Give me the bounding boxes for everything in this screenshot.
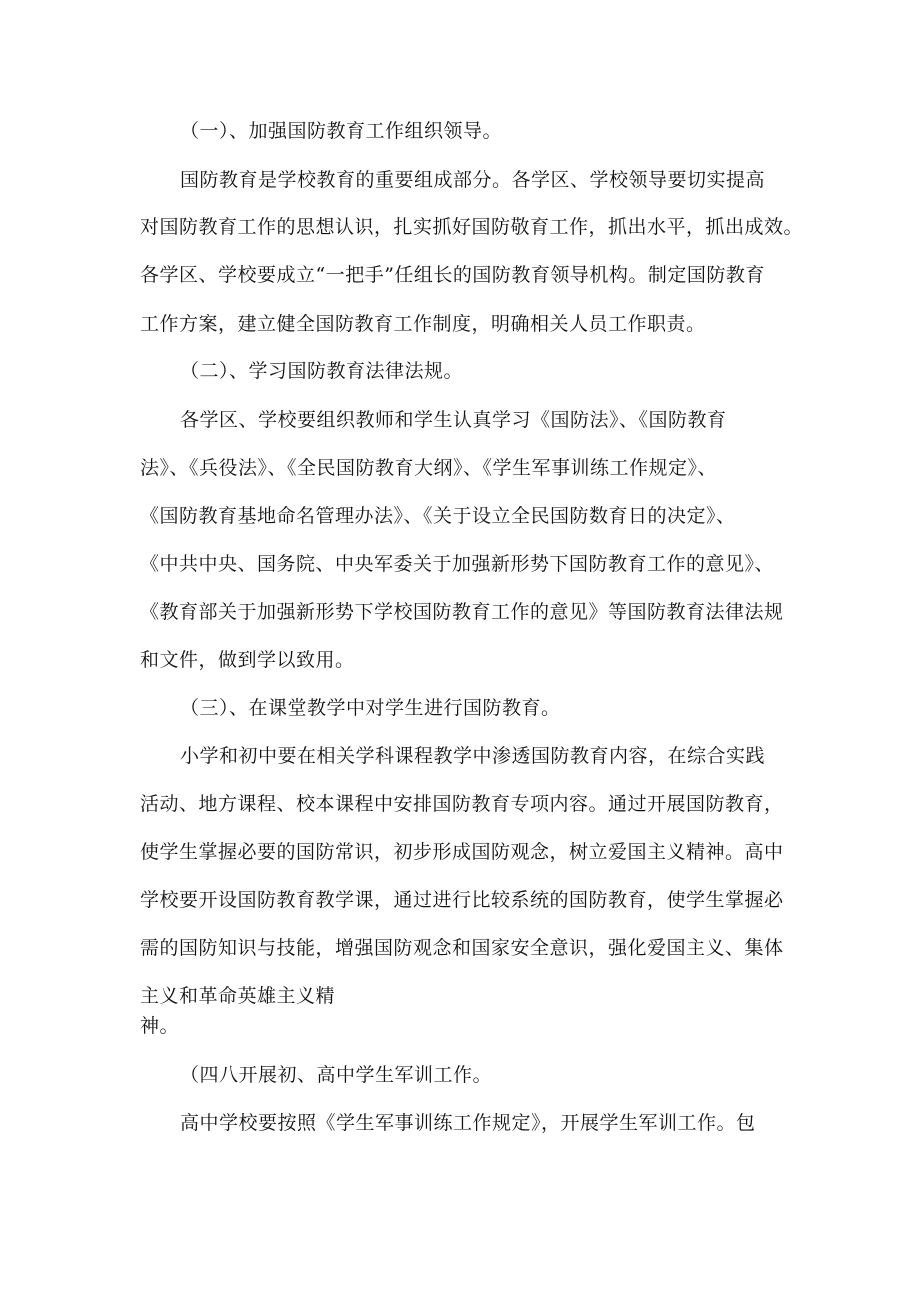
section-2-line-1: 各学区、学校要组织教师和学生认真学习《国防法》、《国防教育 (180, 409, 727, 431)
section-1-heading: （一）、加强国防教育工作组织领导。 (180, 120, 503, 142)
section-2-line-3: 《国防教育基地命名管理办法》、《关于设立全民国防数育日的决定》、 (140, 505, 736, 527)
section-3-line-4: 学校要开设国防教育教学课，通过进行比较系统的国防教育，使学生掌握必 (140, 889, 784, 911)
section-2-line-5: 《教育部关于加强新形势下学校国防教育工作的意见》等国防教育法律法规 (140, 601, 784, 623)
section-3-line-7: 神。 (140, 1015, 180, 1037)
section-3-line-5: 需的国防知识与技能，增强国防观念和国家安全意识，强化爱国主义、集体 (140, 937, 784, 959)
section-1-line-1: 国防教育是学校教育的重要组成部分。各学区、学校领导要切实提高 (180, 169, 766, 191)
section-3-line-6: 主义和革命英雄主义精 (140, 985, 336, 1007)
section-4-heading: （四八开展初、高中学生军训工作。 (180, 1064, 493, 1086)
section-2-heading: （二）、学习国防教育法律法规。 (180, 360, 464, 382)
section-3-line-1: 小学和初中要在相关学科课程教学中渗透国防教育内容，在综合实践 (180, 745, 766, 767)
section-1-line-4: 工作方案，建立健全国防教育工作制度，明确相关人员工作职责。 (140, 313, 706, 335)
section-2-line-2: 法》、《兵役法》、《全民国防教育大纲》、《学生军事训练工作规定》、 (140, 457, 718, 479)
section-1-line-2: 对国防教育工作的思想认识，扎实抓好国防敬育工作，抓出水平，抓出成效。 (140, 216, 804, 238)
section-2-line-4: 《中共中央、国务院、中央军委关于加强新形势下国防教育工作的意见》、 (140, 553, 775, 575)
section-3-line-3: 使学生掌握必要的国防常识，初步形成国防观念，树立爱国主义精神。高中 (140, 841, 784, 863)
section-3-line-2: 活动、地方课程、校本课程中安排国防教育专项内容。通过开展国防教育， (140, 793, 784, 815)
section-3-heading: （三）、在课堂教学中对学生进行国防教育。 (180, 697, 561, 719)
section-4-line-1: 高中学校要按照《学生军事训练工作规定》，开展学生军训工作。包 (180, 1112, 756, 1134)
section-2-line-6: 和文件，做到学以致用。 (140, 649, 355, 671)
section-1-line-3: 各学区、学校要成立“一把手”任组长的国防教育领导机构。制定国防教育 (140, 264, 765, 286)
